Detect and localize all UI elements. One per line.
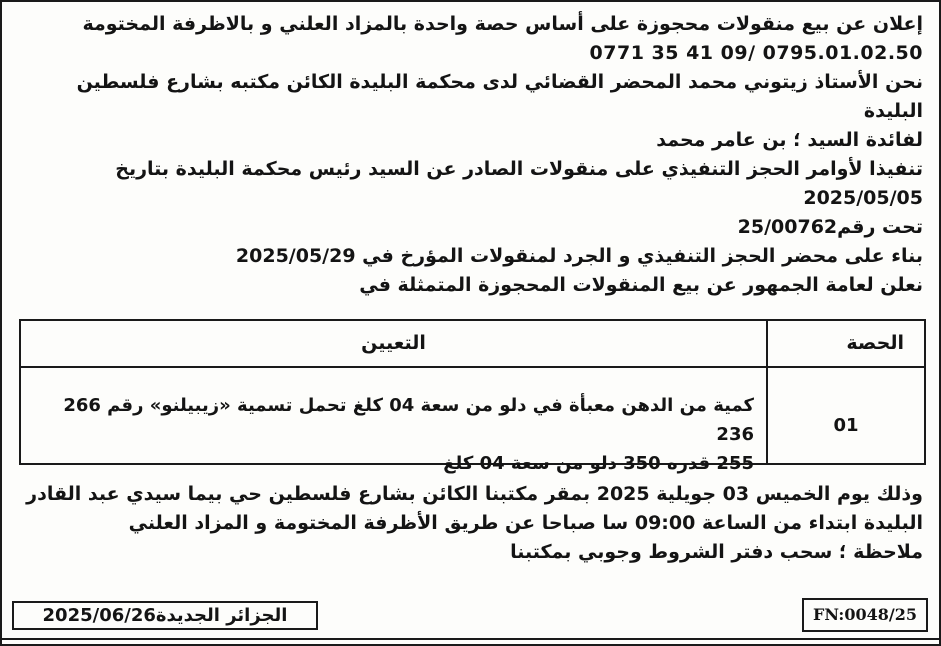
phone-numbers: 0771 35 41 09/ 0795.01.02.50 xyxy=(589,42,923,64)
note-line: ملاحظة ؛ سحب دفتر الشروط وجوبي بمكتبنا xyxy=(510,541,923,563)
lot-description-line-2: 255 قدره 350 دلو من سعة 04 كلغ xyxy=(443,453,754,474)
sale-time-line: البليدة ابتداء من الساعة 09:00 سا صباحا عن طريق الأظرفة المختومة و المزاد العلني xyxy=(128,512,923,534)
order-date xyxy=(16,184,923,213)
bailiff-line-2: البليدة xyxy=(863,100,923,122)
description-header: التعيين xyxy=(361,332,426,354)
lot-header: الحصة xyxy=(846,332,904,354)
bottom-divider xyxy=(2,638,939,640)
order-date-value: 2025/05/05 xyxy=(803,187,923,209)
publication-box: الجزائر الجديدة2025/06/26 xyxy=(12,601,318,630)
bailiff-line-1: نحن الأستاذ زيتوني محمد المحضر القضائي لدى محكمة البليدة الكائن مكتبه بشارع فلسطين xyxy=(76,71,923,93)
lot-description-line-1: كمية من الدهن معبأة في دلو من سعة 04 كلغ تحمل تسمية «زيبيلنو» رقم 266 236 xyxy=(63,395,754,445)
lot-column xyxy=(766,321,924,463)
lot-description xyxy=(27,391,754,478)
lot-number: 01 xyxy=(833,415,859,436)
announce-line: نعلن لعامة الجمهور عن بيع المنقولات المحجوزة المتمثلة في xyxy=(359,274,923,296)
notice-title: إعلان عن بيع منقولات محجوزة على أساس حصة واحدة بالمزاد العلني و بالاظرفة المختومة xyxy=(82,13,923,35)
order-number: تحت رقم25/00762 xyxy=(737,216,923,238)
minutes-line: بناء على محضر الحجز التنفيذي و الجرد لمنقولات المؤرخ في 2025/05/29 xyxy=(235,245,923,267)
reference-box: FN:0048/25 xyxy=(802,598,928,632)
execution-line: تنفيذا لأوامر الحجز التنفيذي على منقولات الصادر عن السيد رئيس محكمة البليدة بتاريخ xyxy=(115,158,923,180)
sale-date-line: وذلك يوم الخميس 03 جويلية 2025 بمقر مكتبنا الكائن بشارع فلسطين حي بيما سيدي عبد القادر xyxy=(26,483,923,505)
beneficiary-line: لفائدة السيد ؛ بن عامر محمد xyxy=(656,129,923,151)
description-column xyxy=(21,321,766,474)
notice-header xyxy=(16,10,923,300)
sale-details xyxy=(16,480,923,567)
lots-table xyxy=(19,319,926,474)
